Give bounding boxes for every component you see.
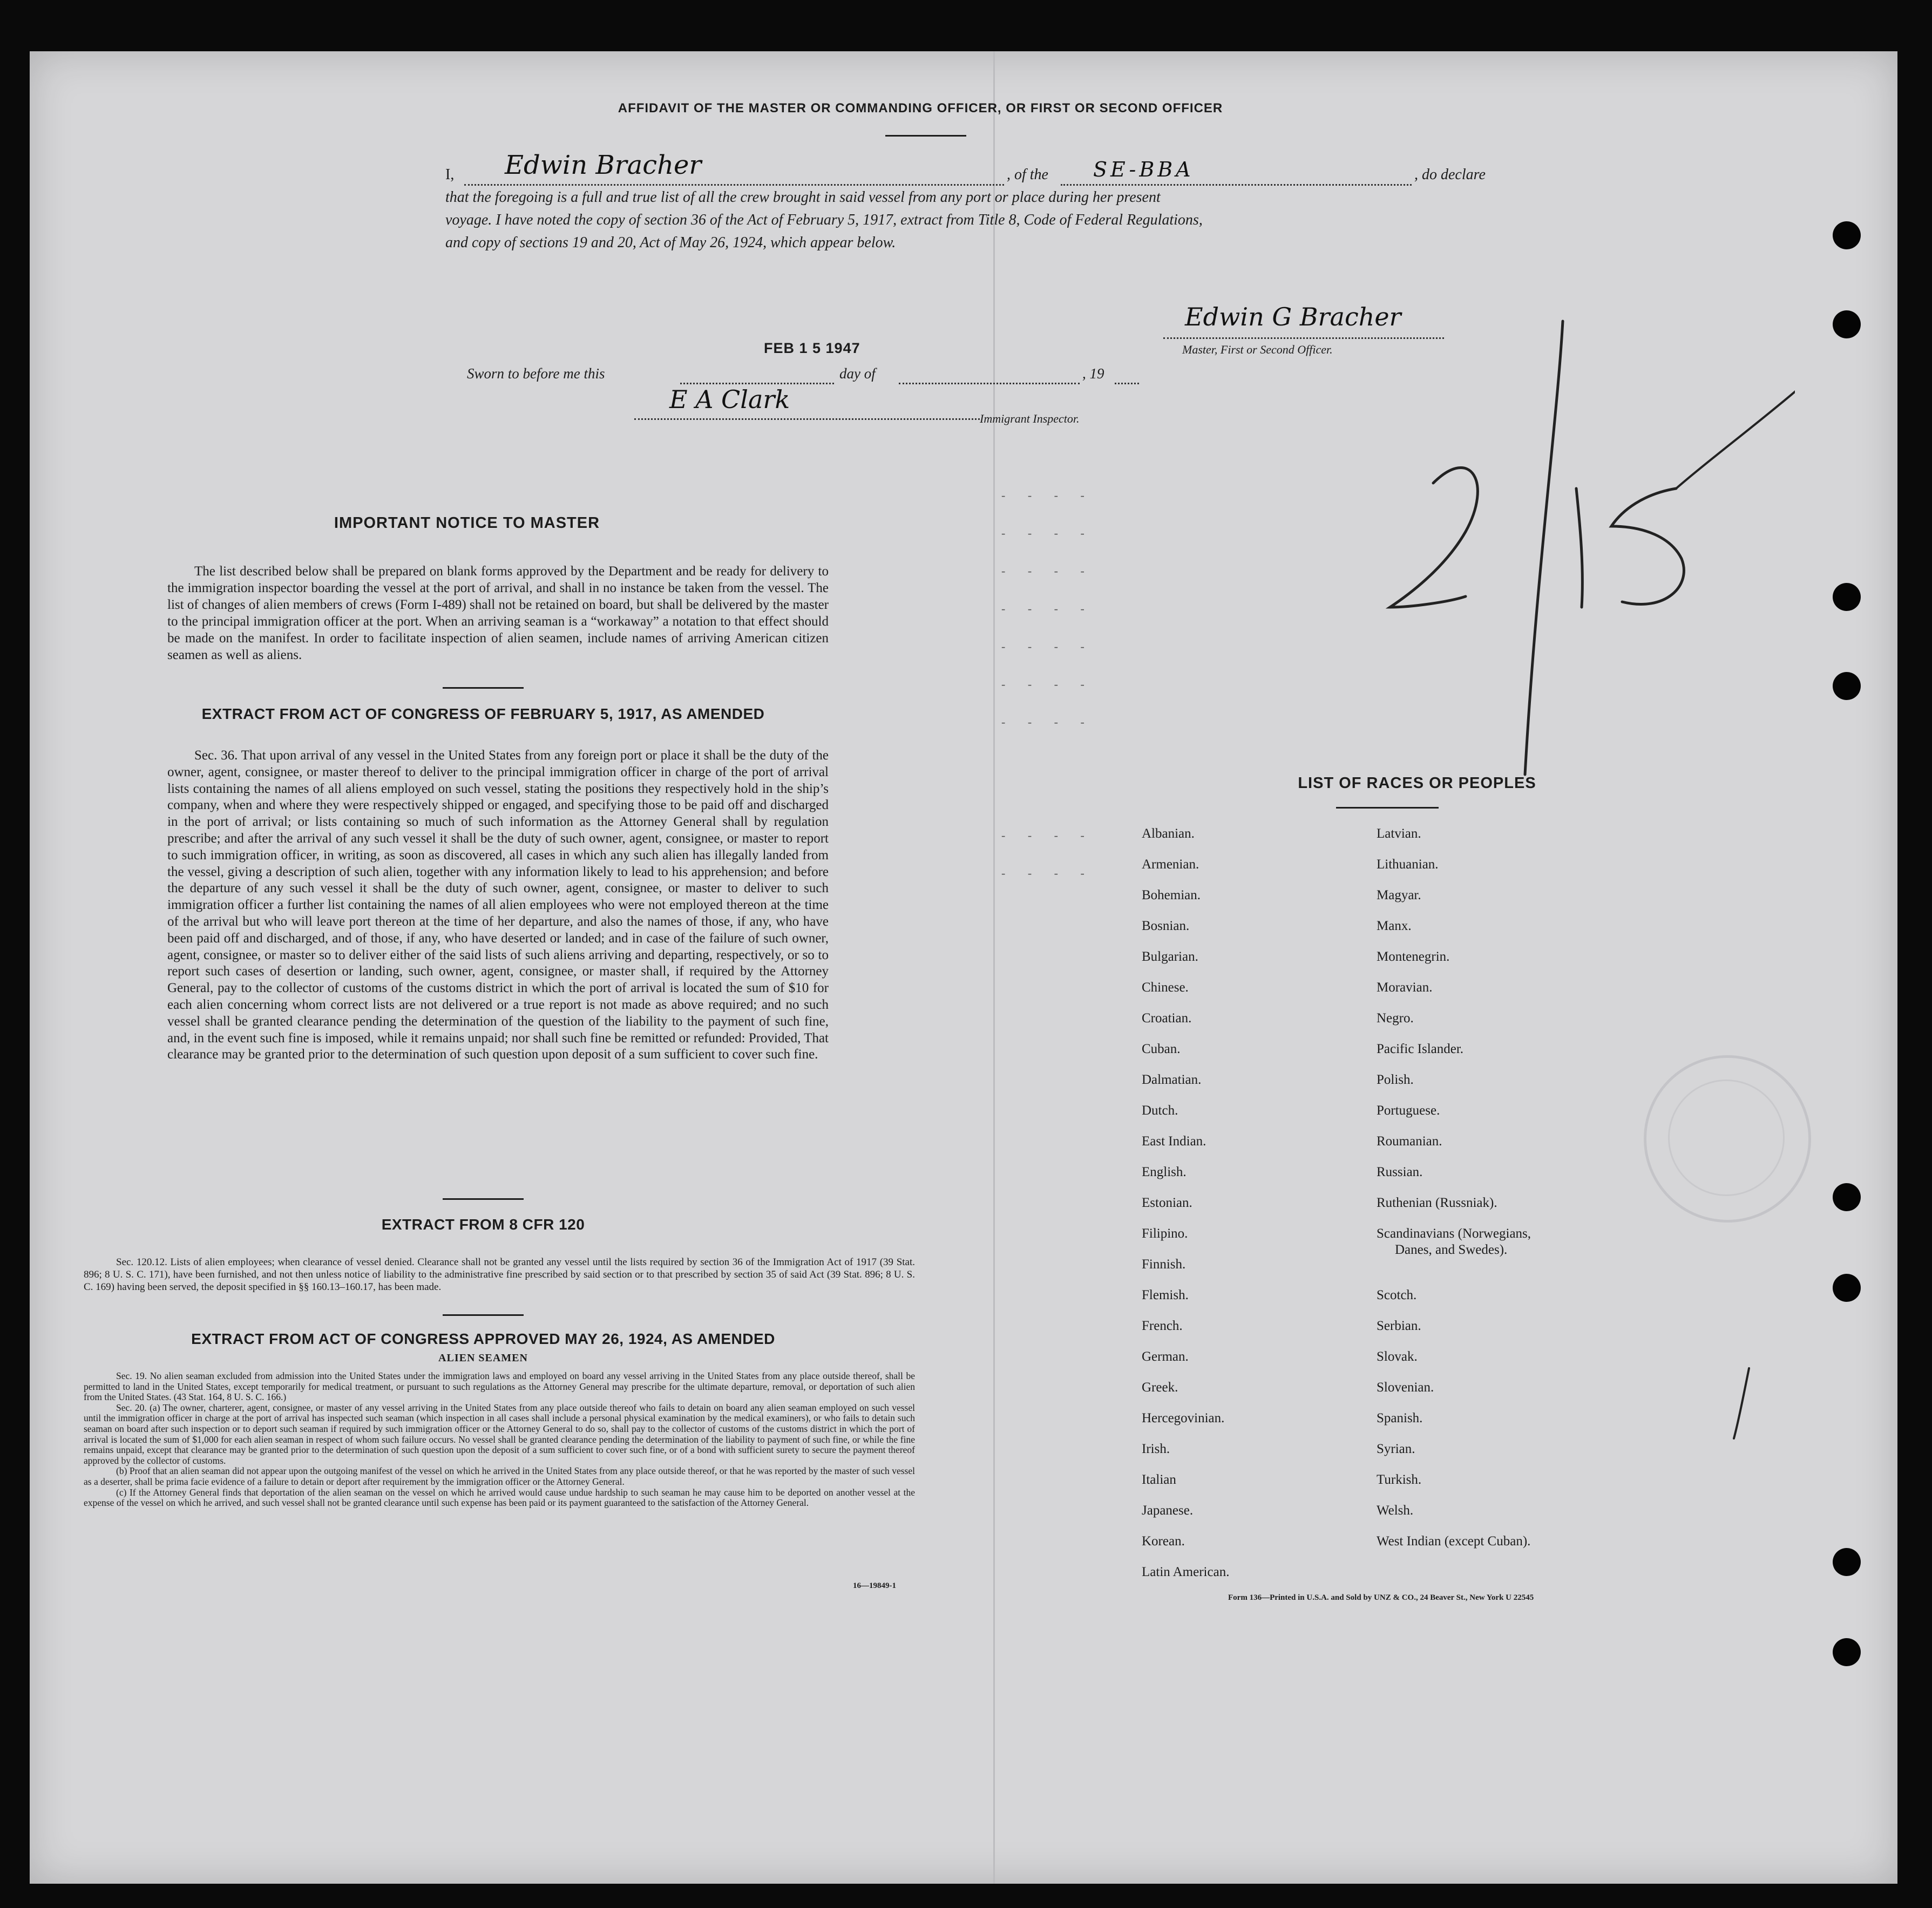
race-item: Armenian.: [1142, 857, 1199, 872]
i-label: I,: [445, 166, 455, 183]
master-signature: Edwin G Bracher: [1185, 302, 1401, 331]
day-of-label: day of: [839, 365, 876, 382]
race-item: Cuban.: [1142, 1042, 1181, 1056]
race-item: Scotch.: [1377, 1288, 1417, 1302]
affidavit-declaration: [445, 150, 1493, 254]
punch-hole: [1833, 1548, 1861, 1576]
race-item: East Indian.: [1142, 1134, 1206, 1149]
section-rule: [443, 1314, 524, 1316]
race-item: Estonian.: [1142, 1196, 1192, 1210]
race-item: Pacific Islander.: [1377, 1042, 1464, 1056]
inspector-caption: Immigrant Inspector.: [980, 412, 1080, 425]
race-item: Bosnian.: [1142, 919, 1190, 933]
race-item: Portuguese.: [1377, 1103, 1440, 1118]
handwritten-2-15-mark: [1309, 256, 1795, 807]
form-code: 16—19849-1: [853, 1581, 896, 1590]
race-item: Moravian.: [1377, 980, 1433, 995]
punch-hole: [1833, 583, 1861, 611]
bleed-dashes: - - - -: [1001, 640, 1094, 653]
race-item: German.: [1142, 1349, 1189, 1364]
race-item: Magyar.: [1377, 888, 1421, 902]
notice-body: The list described below shall be prepared on blank forms approved by the Department and be ready for delivery to the immigration inspector boarding the vessel at the port of arrival, and shall in no instance be taken from the vessel. The list of changes of alien members of crews (Form I-489) shall not be retained on board, but shall be delivered by the master to the principal immigration officer at the port. When an arriving seaman is a “workaway” a notation to that effect should be made on the manifest. In order to facilitate inspection of alien seamen, include names of arriving American citizen seamen as well as aliens.: [167, 564, 829, 662]
sec-19-text: Sec. 19. No alien seaman excluded from admission into the United States under the immigration laws and employed on board any vessel arriving in the United States from any place outside thereof, shall be permitted to land in the United States, except temporarily for medical treatment, or pursuant to such regulations as the Attorney General may prescribe for the ultimate departure, removal, or deportation of such alien from the United States. (43 Stat. 164, 8 U. S. C. 166.): [84, 1370, 915, 1403]
race-item: Albanian.: [1142, 826, 1195, 841]
race-item: Slovak.: [1377, 1349, 1418, 1364]
declaration-line-2: that the foregoing is a full and true list of all the crew brought in said vessel from any port or place during her present: [445, 189, 1161, 206]
race-item: Ruthenian (Russniak).: [1377, 1196, 1497, 1210]
section-rule: [443, 1198, 524, 1200]
handwritten-tick: [1727, 1363, 1760, 1444]
extract-1917-block: [167, 748, 829, 1063]
year-prefix: , 19: [1082, 365, 1104, 382]
race-item: Welsh.: [1377, 1503, 1414, 1518]
race-item: Flemish.: [1142, 1288, 1189, 1302]
sworn-prefix: Sworn to before me this: [467, 365, 605, 382]
race-item: Bulgarian.: [1142, 949, 1198, 964]
race-item: Syrian.: [1377, 1442, 1415, 1456]
center-fold: [993, 51, 995, 1884]
race-item: Filipino.: [1142, 1226, 1188, 1241]
race-item: West Indian (except Cuban).: [1377, 1534, 1531, 1549]
race-item: Serbian.: [1377, 1319, 1421, 1333]
date-stamp: FEB 1 5 1947: [764, 340, 860, 356]
race-item: Korean.: [1142, 1534, 1185, 1549]
race-item: Bohemian.: [1142, 888, 1201, 902]
extract-cfr-block: [84, 1256, 915, 1293]
races-title: LIST OF RACES OR PEOPLES: [1298, 775, 1536, 792]
bleed-dashes: - - - -: [1001, 602, 1094, 615]
race-item: English.: [1142, 1165, 1187, 1179]
signature-caption: Master, First or Second Officer.: [1182, 343, 1333, 356]
affidavit-title: AFFIDAVIT OF THE MASTER OR COMMANDING OFFICER, OR FIRST OR SECOND OFFICER: [618, 101, 1223, 116]
punch-hole: [1833, 1274, 1861, 1302]
of-the-label: , of the: [1007, 166, 1048, 183]
race-item: Russian.: [1377, 1165, 1423, 1179]
extract-1924-title: EXTRACT FROM ACT OF CONGRESS APPROVED MAY 26, 1924, AS AMENDED: [191, 1330, 775, 1347]
extract-cfr-title: EXTRACT FROM 8 CFR 120: [381, 1216, 585, 1233]
master-name-handwriting: Edwin Bracher: [505, 150, 702, 180]
year-field: [1115, 365, 1139, 384]
embossed-seal: [1644, 1055, 1811, 1223]
race-item: Manx.: [1377, 919, 1412, 933]
race-item: Japanese.: [1142, 1503, 1194, 1518]
punch-hole: [1833, 672, 1861, 700]
race-item: Latvian.: [1377, 826, 1421, 841]
punch-hole: [1833, 1638, 1861, 1666]
notice-title: IMPORTANT NOTICE TO MASTER: [334, 514, 600, 532]
race-item: Irish.: [1142, 1442, 1170, 1456]
sworn-line: [467, 365, 1169, 387]
sec-20a-text: Sec. 20. (a) The owner, charterer, agent, consignee, or master of any vessel arriving in the United States from any place outside thereof who fails to detain on board any alien seaman employed on such vessel until the immigration officer in charge at the port of arrival has inspected such seaman (which inspection in all cases shall include a personal physical examination by the medical examiners), or who fails to detain such seaman on board after such inspection or to deport such seaman if required by such immigration officer or the Attorney General to do so, shall pay to the collector of customs of the customs district in which the port of arrival is located the sum of $1,000 for each alien seaman in respect of whom such failure occurs. No vessel shall be granted clearance pending the determination of the liability to payment of such fine, or while the fine remains unpaid, except that clearance may be granted prior to the determination of such question upon the deposit of a sum sufficient to cover such fine, or of a bond with sufficient surety to secure the payment thereof approved by the collector of customs.: [84, 1402, 915, 1466]
race-item: Montenegrin.: [1377, 949, 1450, 964]
bleed-dashes: - - - -: [1001, 715, 1094, 729]
race-item: Polish.: [1377, 1072, 1414, 1087]
extract-1917-body: Sec. 36. That upon arrival of any vessel in the United States from any foreign port or place it shall be the duty of the owner, agent, consignee, or master thereof to deliver to the principal immigration officer in charge of the port of arrival lists containing the names of all aliens employed on such vessel, stating the positions they respectively hold in the ship’s company, when and where they were respectively shipped or engaged, and specifying those to be paid off and discharged in the port of arrival; or lists containing so much of such information as the Attorney General shall by regulation prescribe; and after the arrival of any such vessel it shall be the duty of such owner, agent, consignee, or master to report to such immigration officer, in writing, as soon as discovered, all cases in which any such alien has illegally landed from the vessel, giving a description of such alien, together with any information likely to lead to his apprehension; and before the departure of any such vessel it shall be the duty of such owner, agent, consignee, or master to deliver to such immigration officer a further list containing the names of all alien employees who were not employed thereon at the time of the arrival but who will leave port thereon at the time of her departure, and also the names of those, if any, who have been paid off and discharged, and of those, if any, who have deserted or landed; and in case of the failure of such owner, agent, consignee, or master so to deliver either of the said lists of such aliens arriving and departing, respectively, or so to report such cases of desertion or landing, such owner, agent, consignee, or master shall, if required by the Attorney General, pay to the collector of customs of the customs district in which the port of arrival is located the sum of $10 for each alien concerning whom correct lists are not delivered or a true report is not made as above required; and no such vessel shall be granted clearance pending the determination of the question of the liability to the payment of such fine, and, in the event such fine is imposed, while it remains unpaid; nor shall such fine be remitted or refunded: Provided, That clearance may be granted prior to the determination of such question upon deposit of a sum sufficient to cover such fine.: [167, 748, 829, 1062]
extract-cfr-body: Sec. 120.12. Lists of alien employees; when clearance of vessel denied. Clearance shall not be granted any vessel until the lists required by section 36 of the Immigration Act of 1917 (39 Stat. 896; 8 U. S. C. 171), have been furnished, and not then unless notice of liability to the administrative fine prescribed by said section or to that prescribed by section 35 of said Act (39 Stat. 896; 8 U. S. C. 169) having been served, the deposit specified in §§ 160.13–160.17, has been made.: [84, 1257, 915, 1293]
race-item: Roumanian.: [1377, 1134, 1442, 1149]
race-item: Croatian.: [1142, 1011, 1192, 1026]
inspector-signature: E A Clark: [669, 385, 790, 414]
bleed-dashes: - - - -: [1001, 677, 1094, 691]
race-item-scand-line-1: Scandinavians (Norwegians,: [1377, 1226, 1531, 1241]
document-sheet: [30, 51, 1897, 1884]
section-rule: [1336, 807, 1439, 809]
race-item: Hercegovinian.: [1142, 1411, 1225, 1425]
race-item: Greek.: [1142, 1380, 1178, 1395]
declare-label: , do declare: [1414, 166, 1486, 183]
race-item: Latin American.: [1142, 1565, 1230, 1579]
bleed-dashes: - - - -: [1001, 564, 1094, 578]
notice-body-block: [167, 563, 829, 663]
race-item: Dutch.: [1142, 1103, 1178, 1118]
bleed-dashes: - - - -: [1001, 829, 1094, 842]
punch-hole: [1833, 310, 1861, 338]
extract-1924-block: [84, 1371, 915, 1509]
race-item: Spanish.: [1377, 1411, 1423, 1425]
bleed-dashes: - - - -: [1001, 488, 1094, 502]
race-item-scandinavians: [1377, 1226, 1657, 1287]
day-field: [680, 365, 834, 384]
race-item-scand-line-2: Danes, and Swedes).: [1395, 1242, 1508, 1257]
race-item: Negro.: [1377, 1011, 1414, 1026]
race-item: Turkish.: [1377, 1472, 1422, 1487]
race-item: Slovenian.: [1377, 1380, 1434, 1395]
title-rule: [885, 135, 966, 137]
race-item: Finnish.: [1142, 1257, 1186, 1272]
declaration-line-4: and copy of sections 19 and 20, Act of May 26, 1924, which appear below.: [445, 234, 896, 251]
month-field: [899, 365, 1080, 384]
declaration-line-3: voyage. I have noted the copy of section 36 of the Act of February 5, 1917, extract from Title 8, Code of Federal Regulations,: [445, 212, 1203, 228]
race-item: Lithuanian.: [1377, 857, 1439, 872]
punch-hole: [1833, 221, 1861, 249]
race-item: Chinese.: [1142, 980, 1189, 995]
bleed-dashes: - - - -: [1001, 866, 1094, 880]
extract-1917-title: EXTRACT FROM ACT OF CONGRESS OF FEBRUARY 5, 1917, AS AMENDED: [201, 705, 765, 722]
race-item: Dalmatian.: [1142, 1072, 1202, 1087]
vessel-handwriting: SE-BBA: [1093, 158, 1194, 181]
bleed-dashes: - - - -: [1001, 526, 1094, 540]
sec-20b-text: (b) Proof that an alien seaman did not appear upon the outgoing manifest of the vessel on which he arrived in the United States from any place outside thereof, or that he was reported by the master of such vessel as a deserter, shall be prima facie evidence of a failure to detain or deport after requirement by the immigration officer or the Attorney General.: [84, 1465, 915, 1487]
section-rule: [443, 687, 524, 689]
races-column-2: [1377, 826, 1657, 1564]
race-item: French.: [1142, 1319, 1183, 1333]
sec-20c-text: (c) If the Attorney General finds that deportation of the alien seaman on the vessel on which he arrived would cause undue hardship to such seaman he may cause him to be deported on another vessel at the expense of the vessel on which he arrived, and such vessel shall not be granted clearance until such expense has been paid or its payment guaranteed to the satisfaction of the Attorney General.: [84, 1486, 915, 1509]
printer-footer: Form 136—Printed in U.S.A. and Sold by UNZ & CO., 24 Beaver St., New York U 22545: [1228, 1593, 1534, 1602]
extract-1924-subtitle: ALIEN SEAMEN: [438, 1352, 528, 1364]
races-column-1: [1142, 826, 1358, 1595]
race-item: Italian: [1142, 1472, 1176, 1487]
punch-hole: [1833, 1183, 1861, 1211]
